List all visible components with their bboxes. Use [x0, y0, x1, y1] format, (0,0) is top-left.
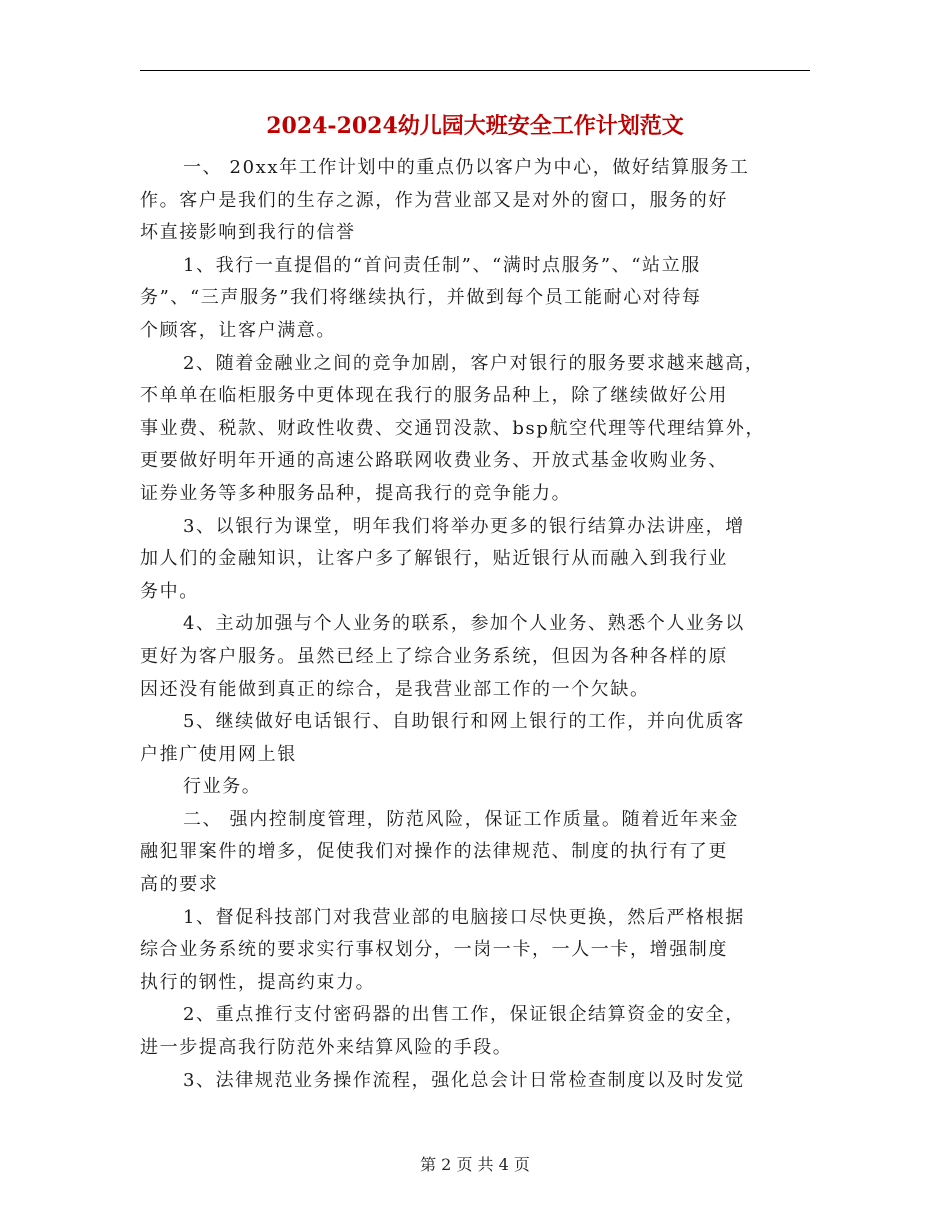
body-line: 3、以银行为课堂，明年我们将举办更多的银行结算办法讲座，增	[183, 515, 745, 537]
body-line: 事业费、税款、财政性收费、交通罚没款、bsp航空代理等代理结算外，	[140, 417, 766, 439]
body-line: 更要做好明年开通的高速公路联网收费业务、开放式基金收购业务、	[140, 450, 728, 472]
body-line: 融犯罪案件的增多，促使我们对操作的法律规范、制度的执行有了更	[140, 841, 728, 863]
body-line: 高的要求	[140, 874, 219, 896]
body-line: 2、随着金融业之间的竞争加剧，客户对银行的服务要求越来越高，	[183, 352, 765, 374]
document-body	[140, 152, 812, 1097]
body-line: 2、重点推行支付密码器的出售工作，保证银企结算资金的安全，	[183, 1004, 745, 1026]
body-line: 不单单在临柜服务中更体现在我行的服务品种上，除了继续做好公用	[140, 385, 728, 407]
body-line: 综合业务系统的要求实行事权划分，一岗一卡，一人一卡，增强制度	[140, 939, 728, 961]
body-line: 因还没有能做到真正的综合，是我营业部工作的一个欠缺。	[140, 678, 650, 700]
document-title: 2024-2024幼儿园大班安全工作计划范文	[266, 113, 684, 139]
body-line: 务中。	[140, 580, 199, 602]
body-line: 1、我行一直提倡的“首问责任制”、“满时点服务”、“站立服	[183, 254, 701, 276]
body-line: 务”、“三声服务”我们将继续执行，并做到每个员工能耐心对待每	[140, 287, 702, 309]
page-number-footer: 第 2 页 共 4 页	[420, 1155, 530, 1174]
header-rule	[140, 70, 810, 71]
body-line: 一、 20xx年工作计划中的重点仍以客户为中心，做好结算服务工	[183, 157, 750, 178]
body-line: 进一步提高我行防范外来结算风险的手段。	[140, 1037, 513, 1059]
body-line: 执行的钢性，提高约束力。	[140, 971, 376, 993]
body-line: 个顾客，让客户满意。	[140, 319, 336, 341]
body-line: 行业务。	[183, 776, 262, 798]
body-line: 作。客户是我们的生存之源，作为营业部又是对外的窗口，服务的好	[140, 189, 728, 211]
body-line: 更好为客户服务。虽然已经上了综合业务系统，但因为各种各样的原	[140, 645, 728, 667]
body-line: 证券业务等多种服务品种，提高我行的竞争能力。	[140, 482, 572, 504]
body-line: 二、 强内控制度管理，防范风险，保证工作质量。随着近年来金	[183, 808, 740, 830]
body-line: 1、督促科技部门对我营业部的电脑接口尽快更换，然后严格根据	[183, 906, 745, 928]
body-line: 5、继续做好电话银行、自助银行和网上银行的工作，并向优质客	[183, 711, 745, 733]
body-line: 4、主动加强与个人业务的联系，参加个人业务、熟悉个人业务以	[183, 613, 745, 635]
body-line: 户推广使用网上银	[140, 743, 297, 765]
body-line: 加人们的金融知识，让客户多了解银行，贴近银行从而融入到我行业	[140, 548, 728, 570]
body-line: 坏直接影响到我行的信誉	[140, 222, 356, 244]
body-line: 3、法律规范业务操作流程，强化总会计日常检查制度以及时发觉	[183, 1069, 745, 1091]
